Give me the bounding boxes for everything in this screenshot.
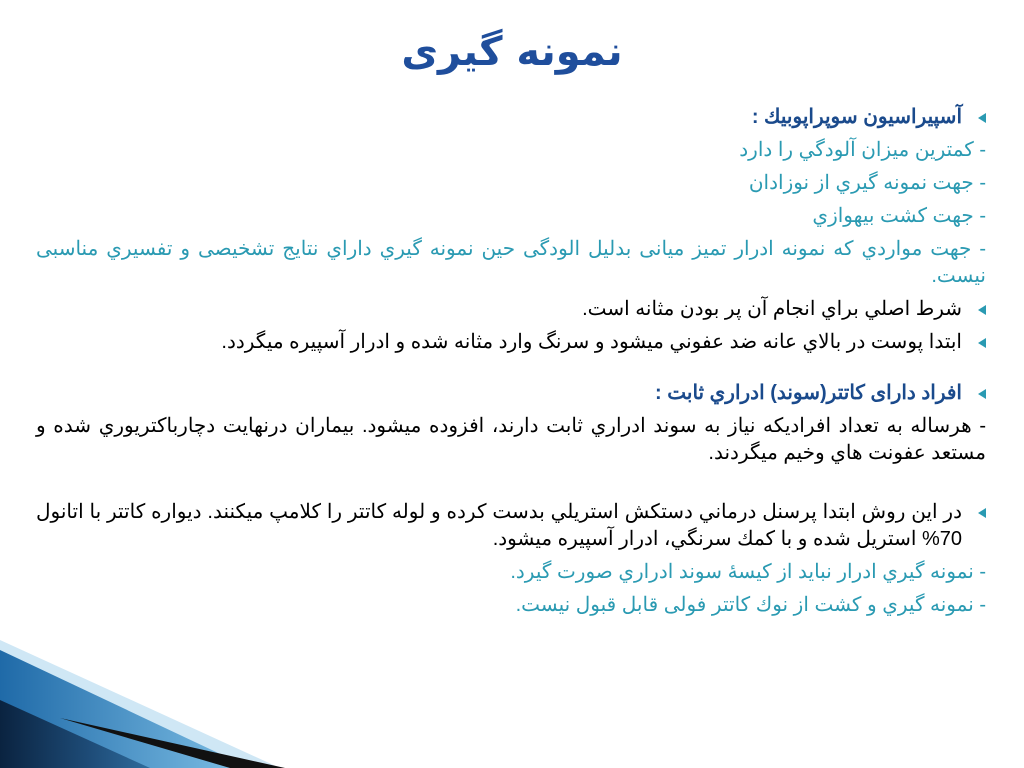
- corner-swoosh-dark: [0, 700, 150, 768]
- aspiration-point: - جهت مواردي كه نمونه ادرار تميز ميانی بدليل الودگی حين نمونه گيري داراي نتايج تشخيصی و تفسيري مناسبی نيست.: [36, 238, 986, 287]
- aspiration-point: - جهت كشت بيهوازي: [812, 205, 986, 227]
- aspiration-heading: آسپيراسيون سوپراپوبيك :: [751, 106, 962, 128]
- bullet-catheter-heading: [36, 380, 986, 407]
- triangle-bullet-icon: [978, 338, 986, 348]
- catheter-heading: افراد داراى كاتتر(سوند) ادراري ثابت :: [655, 382, 962, 404]
- slide-body: [36, 104, 986, 625]
- method-text: در اين روش ابتدا پرسنل درماني دستكش استريلي بدست كرده و لوله كاتتر را كلامپ ميكنند. ديواره كاتتر با اتانول 70% استريل شده و با كمك سرنگي، ادرار آسپيره ميشود.: [36, 501, 962, 550]
- aspiration-point: - کمترين ميزان آلودگي را دارد: [739, 139, 986, 161]
- triangle-bullet-icon: [978, 508, 986, 518]
- corner-swoosh-black: [60, 718, 285, 768]
- triangle-bullet-icon: [978, 389, 986, 399]
- condition-text: شرط اصلي براي انجام آن پر بودن مثانه است.: [582, 298, 962, 320]
- triangle-bullet-icon: [978, 113, 986, 123]
- catheter-description: - هرساله به تعداد افراديكه نياز به سوند ادراري ثابت دارند، افزوده ميشود. بيماران درنهايت دچارباكتريوري شده و مستعد عفونت هاي وخيم ميگردند.: [36, 415, 986, 464]
- corner-swoosh-blue: [0, 650, 250, 768]
- bullet-procedure: [36, 329, 986, 356]
- aspiration-point: - جهت نمونه گيري از نوزادان: [748, 172, 986, 194]
- triangle-bullet-icon: [978, 305, 986, 315]
- slide-title: نمونه گیری: [401, 29, 623, 75]
- method-note: - نمونه گيري و كشت از نوك كاتتر فولی قابل قبول نيست.: [515, 594, 986, 616]
- bullet-method: [36, 499, 986, 553]
- method-note: - نمونه گيري ادرار نبايد از كيسهٔ سوند ادراري صورت گيرد.: [510, 561, 986, 583]
- procedure-text: ابتدا پوست در بالاي عانه ضد عفوني ميشود و سرنگ وارد مثانه شده و ادرار آسپيره ميگردد.: [221, 331, 962, 353]
- corner-swoosh-light: [0, 640, 280, 768]
- bullet-condition: [36, 296, 986, 323]
- bullet-aspiration-heading: [36, 104, 986, 131]
